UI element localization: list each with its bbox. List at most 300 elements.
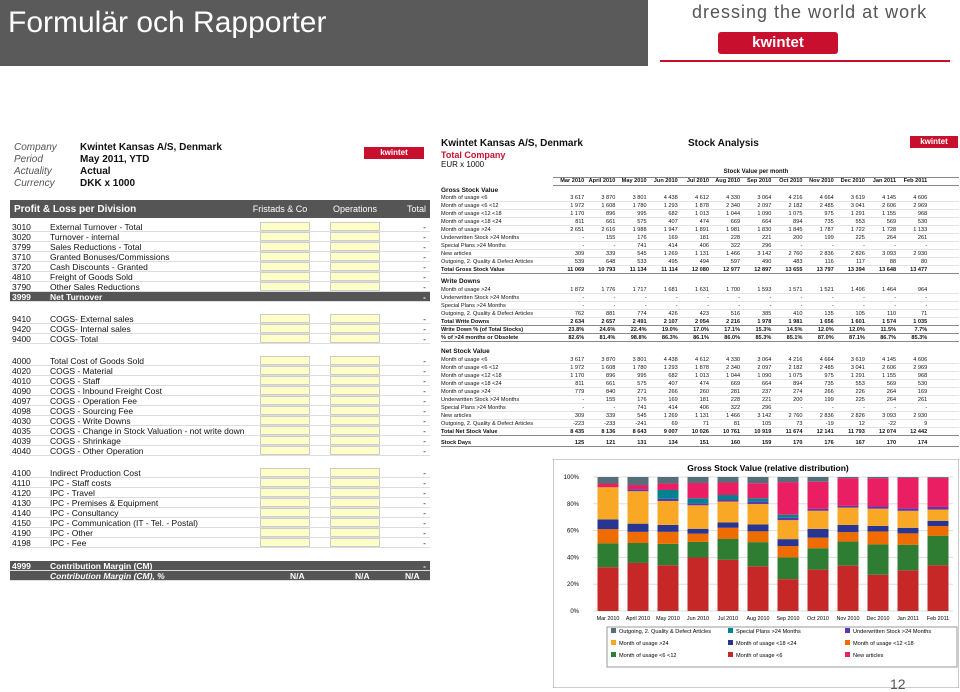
pl-row-label: Sales Reductions - Total xyxy=(50,241,142,252)
pl-total-value: - xyxy=(423,415,426,426)
stock-cell: 2 930 xyxy=(913,250,928,257)
pl-input-operations[interactable] xyxy=(330,396,380,405)
pl-input-fristads[interactable] xyxy=(260,232,310,241)
period-label: Period xyxy=(14,154,43,165)
pl-input-fristads[interactable] xyxy=(260,416,310,425)
stock-row xyxy=(441,364,959,372)
pl-input-operations[interactable] xyxy=(330,478,380,487)
stock-cell: 553 xyxy=(855,380,865,387)
stock-cell: - xyxy=(738,294,741,301)
pl-input-fristads[interactable] xyxy=(260,386,310,395)
stock-cell: 309 xyxy=(574,412,585,419)
bar-segment xyxy=(628,485,649,489)
stock-cell: 1 131 xyxy=(694,412,709,419)
stock-row-label: Outgoing, 2. Quality & Defect Articles xyxy=(441,258,534,265)
pl-input-operations[interactable] xyxy=(330,488,380,497)
stock-days-cell: 151 xyxy=(699,439,709,446)
stock-cell: 569 xyxy=(886,380,897,387)
bar-segment xyxy=(778,579,799,611)
stock-cell: 1 681 xyxy=(663,286,678,293)
pl-input-operations[interactable] xyxy=(330,426,380,435)
pl-total-value: - xyxy=(423,291,426,302)
pl-row-code: 4130 xyxy=(12,497,31,508)
bar-segment xyxy=(658,501,679,525)
pl-col-fristads: Fristads & Co xyxy=(252,204,308,214)
pl-total-value: - xyxy=(423,221,426,232)
pl-row-code: 4090 xyxy=(12,385,31,396)
bar-segment xyxy=(718,539,739,560)
stock-cell: 407 xyxy=(668,218,678,225)
stock-cell: 4 438 xyxy=(663,194,678,201)
stock-cell: 964 xyxy=(917,286,928,293)
pl-row-code: 4110 xyxy=(12,477,31,488)
pl-row-label: IPC - Premises & Equipment xyxy=(50,497,159,508)
pl-input-operations[interactable] xyxy=(330,528,380,537)
stock-row-label: % of >24 months or Obsolete xyxy=(441,334,519,341)
stock-cell: 664 xyxy=(761,218,772,225)
stock-cell: 1 170 xyxy=(570,372,585,379)
pl-input-fristads[interactable] xyxy=(260,528,310,537)
bar-segment xyxy=(778,518,799,520)
stock-cell: 1 269 xyxy=(663,250,678,257)
stock-cell: 2 826 xyxy=(850,412,865,419)
stock-cell: 762 xyxy=(574,310,585,317)
stock-cell: - xyxy=(831,294,834,301)
pl-row-code: 4097 xyxy=(12,395,31,406)
stock-cell: 1 722 xyxy=(850,226,865,233)
bar-segment xyxy=(628,563,649,611)
stock-cell: 261 xyxy=(917,396,928,403)
stock-row-label: Month of usage <12 <18 xyxy=(441,210,502,217)
stock-cell: 1 013 xyxy=(694,210,709,217)
month-label: May 2010 xyxy=(621,178,647,184)
stock-cell: 3 093 xyxy=(882,250,897,257)
bar-segment xyxy=(688,483,709,498)
stock-days-cell: 174 xyxy=(917,439,928,446)
company-label: Company xyxy=(14,142,57,153)
bar-segment xyxy=(838,506,859,508)
stock-cell: 1 981 xyxy=(788,318,803,325)
bar-segment xyxy=(748,542,769,566)
stock-cell: 1 787 xyxy=(819,226,834,233)
stock-cell: - xyxy=(831,242,834,249)
pl-row-label: Granted Bonuses/Commissions xyxy=(50,251,170,262)
pl-input-fristads[interactable] xyxy=(260,314,310,323)
pl-row-code: 3999 xyxy=(12,291,31,302)
stock-row xyxy=(441,202,959,210)
stock-cell: - xyxy=(707,294,709,301)
pl-input-operations[interactable] xyxy=(330,282,380,291)
stock-cell: 4 664 xyxy=(819,356,834,363)
pl-row xyxy=(10,561,430,571)
stock-cell: 309 xyxy=(574,250,585,257)
stock-cell: 86.3% xyxy=(661,334,678,341)
bar-segment xyxy=(928,565,949,611)
pl-row-code: 4039 xyxy=(12,435,31,446)
stock-cell: 296 xyxy=(761,242,772,249)
bar-segment xyxy=(718,560,739,611)
stock-cell: 1 496 xyxy=(850,286,865,293)
pl-row-label: IPC - Travel xyxy=(50,487,95,498)
pl-input-fristads[interactable] xyxy=(260,252,310,261)
stock-cell: 24.6% xyxy=(599,326,616,333)
pl-input-operations[interactable] xyxy=(330,498,380,507)
pl-input-fristads[interactable] xyxy=(260,334,310,343)
stock-cell: 1 845 xyxy=(788,226,803,233)
stock-cell: 4 612 xyxy=(694,356,709,363)
stock-cell: 407 xyxy=(668,380,678,387)
stock-cell: 426 xyxy=(668,310,678,317)
bar-segment xyxy=(628,491,649,523)
stock-cell: 2 836 xyxy=(819,412,834,419)
pl-input-operations[interactable] xyxy=(330,468,380,477)
pl-input-fristads[interactable] xyxy=(260,356,310,365)
stock-cell: 1 878 xyxy=(694,202,709,209)
stock-cell: 225 xyxy=(855,234,865,241)
stock-cell: 2 606 xyxy=(882,364,897,371)
stock-cell: 11 114 xyxy=(661,266,678,273)
pl-input-operations[interactable] xyxy=(330,262,380,271)
stock-cell: - xyxy=(613,294,616,301)
stock-days-cell: 121 xyxy=(606,439,616,446)
stock-cell: 3 617 xyxy=(570,356,585,363)
pl-input-operations[interactable] xyxy=(330,538,380,547)
pl-row-code: 4010 xyxy=(12,375,31,386)
stock-cell: 9 xyxy=(924,420,928,427)
pl-input-fristads[interactable] xyxy=(260,468,310,477)
stock-cell: 225 xyxy=(855,396,865,403)
stock-cell: 260 xyxy=(699,388,709,395)
stock-cell: 735 xyxy=(824,218,834,225)
stock-cell: 13 797 xyxy=(816,266,834,273)
stock-cell: 1 978 xyxy=(757,318,772,325)
legend-swatch xyxy=(728,652,733,657)
stock-cell: 530 xyxy=(917,380,928,387)
stock-cell: 1 571 xyxy=(788,286,803,293)
pl-row xyxy=(10,498,430,508)
legend-label: Underwritten Stock >24 Months xyxy=(853,629,932,635)
stock-cell: 648 xyxy=(606,258,616,265)
bar-segment xyxy=(868,509,889,526)
stock-cell: 3 041 xyxy=(850,202,865,209)
bar-segment xyxy=(688,529,709,534)
pl-input-operations[interactable] xyxy=(330,242,380,251)
pl-input-operations[interactable] xyxy=(330,386,380,395)
stock-cell: - xyxy=(800,302,803,309)
stock-cell: 545 xyxy=(637,250,647,257)
pl-total-value: - xyxy=(423,333,426,344)
pl-input-fristads[interactable] xyxy=(260,376,310,385)
pl-row xyxy=(10,518,430,528)
pl-input-fristads[interactable] xyxy=(260,538,310,547)
stock-row-label: Outgoing, 2. Quality & Defect Articles xyxy=(441,310,534,317)
month-label: Oct 2010 xyxy=(779,178,803,184)
bar-segment xyxy=(808,538,829,549)
pl-total-value: - xyxy=(423,467,426,478)
stock-cell: 2 182 xyxy=(788,202,803,209)
pl-input-operations[interactable] xyxy=(330,324,380,333)
stock-cell: -223 xyxy=(572,420,585,427)
bar-segment xyxy=(778,482,799,515)
pl-input-operations[interactable] xyxy=(330,508,380,517)
pl-total-value: - xyxy=(423,477,426,488)
stock-cell: 10 919 xyxy=(754,428,772,435)
stock-row-label: New articles xyxy=(441,250,472,257)
stock-cell: -241 xyxy=(635,420,647,427)
stock-cell: 575 xyxy=(637,380,647,387)
stock-cell: 1 656 xyxy=(819,318,834,325)
stock-cell: 12.0% xyxy=(817,326,834,333)
stock-row xyxy=(441,404,959,412)
x-tick-label: Jan 2011 xyxy=(897,616,919,622)
legend-swatch xyxy=(845,652,850,657)
pl-total-value: - xyxy=(423,395,426,406)
stock-row-label: Special Plans >24 Months xyxy=(441,302,506,309)
stock-cell: 1 013 xyxy=(694,372,709,379)
stock-cell: - xyxy=(707,302,709,309)
pl-input-fristads[interactable] xyxy=(260,324,310,333)
pl-input-fristads[interactable] xyxy=(260,436,310,445)
bar-segment xyxy=(688,534,709,542)
stock-cell: 17.1% xyxy=(724,326,741,333)
pl-input-fristads[interactable] xyxy=(260,242,310,251)
pl-input-operations[interactable] xyxy=(330,416,380,425)
actuality-label: Actuality xyxy=(14,166,52,177)
pl-input-operations[interactable] xyxy=(330,406,380,415)
bar-segment xyxy=(688,498,709,503)
stock-cell: 495 xyxy=(668,258,678,265)
stock-cell: - xyxy=(863,404,865,411)
stock-cell: 1 090 xyxy=(757,210,772,217)
stock-row xyxy=(441,250,959,258)
stock-cell: 1 075 xyxy=(788,210,803,217)
stock-row-label: Month of usage <6 <12 xyxy=(441,202,499,209)
divider xyxy=(660,60,950,62)
legend-label: Outgoing, 2. Quality & Defect Articles xyxy=(619,629,712,635)
bar-segment xyxy=(838,478,859,506)
pl-col-operations: Operations xyxy=(332,204,378,214)
stock-cell: 19.0% xyxy=(661,326,678,333)
stock-cell: 2 491 xyxy=(632,318,647,325)
bar-segment xyxy=(628,532,649,543)
report-info xyxy=(14,142,222,190)
pl-input-fristads[interactable] xyxy=(260,518,310,527)
stock-cell: 1 593 xyxy=(757,286,772,293)
stock-cell: 2 097 xyxy=(757,364,772,371)
bar-segment xyxy=(628,543,649,563)
stock-cell: 85.3% xyxy=(755,334,772,341)
pl-input-fristads[interactable] xyxy=(260,262,310,271)
stock-row-label: Underwritten Stock >24 Months xyxy=(441,234,520,241)
stock-cell: 669 xyxy=(730,380,741,387)
stock-cell: 1 466 xyxy=(726,250,741,257)
stock-cell: 545 xyxy=(637,412,647,419)
stock-days-cell: 176 xyxy=(824,439,834,446)
pl-row-label: COGS - Sourcing Fee xyxy=(50,405,134,416)
pl-input-fristads[interactable] xyxy=(260,426,310,435)
pl-input-operations[interactable] xyxy=(330,222,380,231)
stock-cell: 553 xyxy=(855,218,865,225)
bar-segment xyxy=(898,528,919,534)
stock-cell: 1 601 xyxy=(850,318,865,325)
stock-row xyxy=(441,226,959,234)
bar-segment xyxy=(898,508,919,511)
pl-input-fristads[interactable] xyxy=(260,488,310,497)
pl-row xyxy=(10,292,430,302)
pl-row-label: Total Cost of Goods Sold xyxy=(50,355,145,366)
stock-cell: 1 631 xyxy=(694,286,709,293)
pl-input-operations[interactable] xyxy=(330,314,380,323)
bar-segment xyxy=(838,566,859,611)
stock-row xyxy=(441,194,959,202)
pl-row-label: External Turnover - Total xyxy=(50,221,143,232)
pl-input-operations[interactable] xyxy=(330,366,380,375)
stock-cell: 2 107 xyxy=(663,318,678,325)
x-tick-label: Nov 2010 xyxy=(836,616,860,622)
stock-cell: 423 xyxy=(699,310,709,317)
stock-cell: 1 291 xyxy=(850,210,865,217)
bar-segment xyxy=(868,531,889,544)
x-tick-label: May 2010 xyxy=(656,616,680,622)
pl-input-fristads[interactable] xyxy=(260,446,310,455)
bar-segment xyxy=(868,506,889,508)
pl-input-operations[interactable] xyxy=(330,436,380,445)
stock-cell: 3 041 xyxy=(850,364,865,371)
pl-row-code: 4040 xyxy=(12,445,31,456)
stock-cell: 176 xyxy=(637,396,647,403)
bar-segment xyxy=(778,546,799,557)
stock-cell: 1 170 xyxy=(570,210,585,217)
pl-row-code: 4140 xyxy=(12,507,31,518)
stock-cell: 1 291 xyxy=(850,372,865,379)
y-tick-label: 80% xyxy=(566,501,579,508)
pl-total-value: - xyxy=(423,527,426,538)
stock-row-label: Total Write Downs xyxy=(441,318,490,325)
stock-cell: 1 717 xyxy=(632,286,647,293)
pl-total-value: - xyxy=(423,241,426,252)
pl-input-operations[interactable] xyxy=(330,376,380,385)
stock-days-cell: 160 xyxy=(730,439,741,446)
stock-cell: 1 608 xyxy=(601,364,616,371)
x-tick-label: Feb 2011 xyxy=(926,616,950,622)
pl-row-label: Net Turnover xyxy=(50,291,103,302)
bar-segment xyxy=(778,515,799,518)
pl-input-operations[interactable] xyxy=(330,356,380,365)
pl-input-fristads[interactable] xyxy=(260,272,310,281)
pl-row-code: 9400 xyxy=(12,333,31,344)
stock-cell: 339 xyxy=(606,250,616,257)
writedowns-header: Write Downs xyxy=(441,278,481,285)
stock-cell: 1 090 xyxy=(757,372,772,379)
stock-cell: 1 972 xyxy=(570,202,585,209)
net-header: Net Stock Value xyxy=(441,348,490,355)
legend-label: Month of usage >24 xyxy=(619,641,669,647)
pl-input-operations[interactable] xyxy=(330,446,380,455)
stock-cell: - xyxy=(800,404,803,411)
stock-cell: 7.7% xyxy=(914,326,928,333)
pl-row-label: IPC - Fee xyxy=(50,537,87,548)
stock-cell: 12 141 xyxy=(816,428,834,435)
pl-row-code: 3799 xyxy=(12,241,31,252)
stock-cell: 12 xyxy=(858,420,865,427)
stock-cell: 80 xyxy=(921,258,928,265)
stock-cell: 3 064 xyxy=(757,356,772,363)
pl-input-fristads[interactable] xyxy=(260,366,310,375)
stock-cell: 13 394 xyxy=(847,266,865,273)
stock-cell: 811 xyxy=(575,380,585,387)
stock-cell: 322 xyxy=(730,404,741,411)
pl-input-fristads[interactable] xyxy=(260,396,310,405)
stock-cell: 3 870 xyxy=(601,194,616,201)
month-label: Aug 2010 xyxy=(715,178,741,184)
pl-input-fristads[interactable] xyxy=(260,282,310,291)
stock-cell: -22 xyxy=(887,420,897,427)
pl-input-operations[interactable] xyxy=(330,232,380,241)
stock-cell: 226 xyxy=(855,388,865,395)
pl-input-operations[interactable] xyxy=(330,272,380,281)
svpm-title: Stock Value per month xyxy=(723,169,789,175)
stock-cell: 1 891 xyxy=(694,226,709,233)
stock-days-cell: 159 xyxy=(761,439,772,446)
bar-segment xyxy=(868,478,889,506)
bar-segment xyxy=(778,520,799,539)
x-tick-label: Oct 2010 xyxy=(807,616,829,622)
stock-row xyxy=(441,356,959,364)
pl-input-fristads[interactable] xyxy=(260,406,310,415)
pl-input-operations[interactable] xyxy=(330,252,380,261)
pl-input-fristads[interactable] xyxy=(260,508,310,517)
stock-cell: 87.1% xyxy=(849,334,865,341)
pl-input-fristads[interactable] xyxy=(260,498,310,507)
bar-segment xyxy=(868,526,889,532)
stock-cell: 474 xyxy=(699,218,709,225)
stock-cell: 10 026 xyxy=(691,428,709,435)
stock-cell: 4 606 xyxy=(913,194,928,201)
pl-col-total: Total xyxy=(406,204,426,214)
stock-cell: 995 xyxy=(637,372,647,379)
stock-cell: 274 xyxy=(793,388,803,395)
stock-cell: - xyxy=(582,396,585,403)
stock-row-label: Month of usage <18 <24 xyxy=(441,218,502,225)
stock-row xyxy=(441,372,959,380)
stock-cell: 181 xyxy=(699,396,709,403)
sa-total-company: Total Company xyxy=(441,150,506,160)
pl-row-code: 4810 xyxy=(12,271,31,282)
pl-row xyxy=(10,376,430,386)
stock-cell: 840 xyxy=(606,388,616,395)
bar-segment xyxy=(778,557,799,579)
pl-input-operations[interactable] xyxy=(330,334,380,343)
pl-row-code: 4098 xyxy=(12,405,31,416)
pl-row-label: COGS - Operation Fee xyxy=(50,395,137,406)
stock-cell: 135 xyxy=(824,310,834,317)
pl-input-fristads[interactable] xyxy=(260,478,310,487)
pl-row-label: IPC - Staff costs xyxy=(50,477,112,488)
stock-cell: 4 612 xyxy=(694,194,709,201)
bar-segment xyxy=(688,503,709,505)
stock-row-label: Underwritten Stock >24 Months xyxy=(441,396,520,403)
stock-row-label: Month of usage <6 xyxy=(441,194,488,201)
bar-segment xyxy=(748,531,769,542)
pl-input-operations[interactable] xyxy=(330,518,380,527)
stock-cell: 4 664 xyxy=(819,194,834,201)
stock-cell: 414 xyxy=(668,242,678,249)
bar-segment xyxy=(838,477,859,478)
pl-total-value: - xyxy=(423,323,426,334)
stock-cell: 3 093 xyxy=(882,412,897,419)
pl-input-fristads[interactable] xyxy=(260,222,310,231)
x-tick-label: Sep 2010 xyxy=(776,616,800,622)
